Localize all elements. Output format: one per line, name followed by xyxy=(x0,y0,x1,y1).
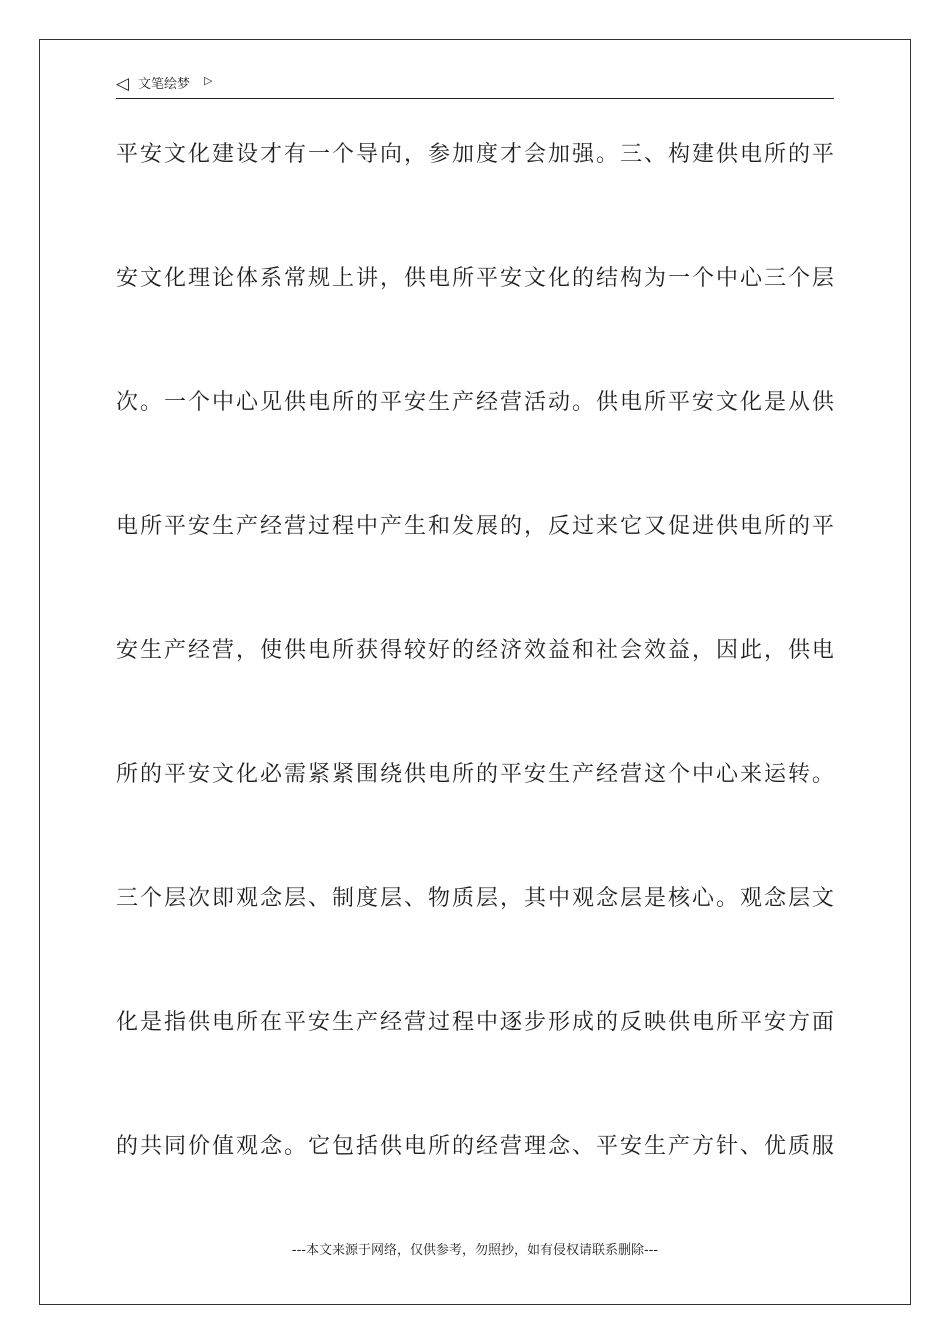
body-line: 安生产经营，使供电所获得较好的经济效益和社会效益，因此，供电 xyxy=(116,638,834,663)
body-line: 安文化理论体系常规上讲，供电所平安文化的结构为一个中心三个层 xyxy=(116,266,834,291)
header-title: 文笔绘梦 xyxy=(138,77,191,92)
left-triangle-icon: ◁ xyxy=(116,74,130,94)
body-line: 平安文化建设才有一个导向，参加度才会加强。三、构建供电所的平 xyxy=(116,142,834,167)
page-header xyxy=(116,72,834,99)
body-line: 电所平安生产经营过程中产生和发展的，反过来它又促进供电所的平 xyxy=(116,514,834,539)
body-line: 的共同价值观念。它包括供电所的经营理念、平安生产方针、优质服 xyxy=(116,1134,834,1159)
body-line: 所的平安文化必需紧紧围绕供电所的平安生产经营这个中心来运转。 xyxy=(116,762,834,787)
document-body xyxy=(116,124,834,1240)
body-line: 化是指供电所在平安生产经营过程中逐步形成的反映供电所平安方面 xyxy=(116,1010,834,1035)
body-line: 三个层次即观念层、制度层、物质层，其中观念层是核心。观念层文 xyxy=(116,886,834,911)
body-line: 次。一个中心见供电所的平安生产经营活动。供电所平安文化是从供 xyxy=(116,390,834,415)
footer-note: ---本文来源于网络，仅供参考，勿照抄，如有侵权请联系删除--- xyxy=(291,1243,659,1258)
right-triangle-icon: ▷ xyxy=(204,74,213,87)
